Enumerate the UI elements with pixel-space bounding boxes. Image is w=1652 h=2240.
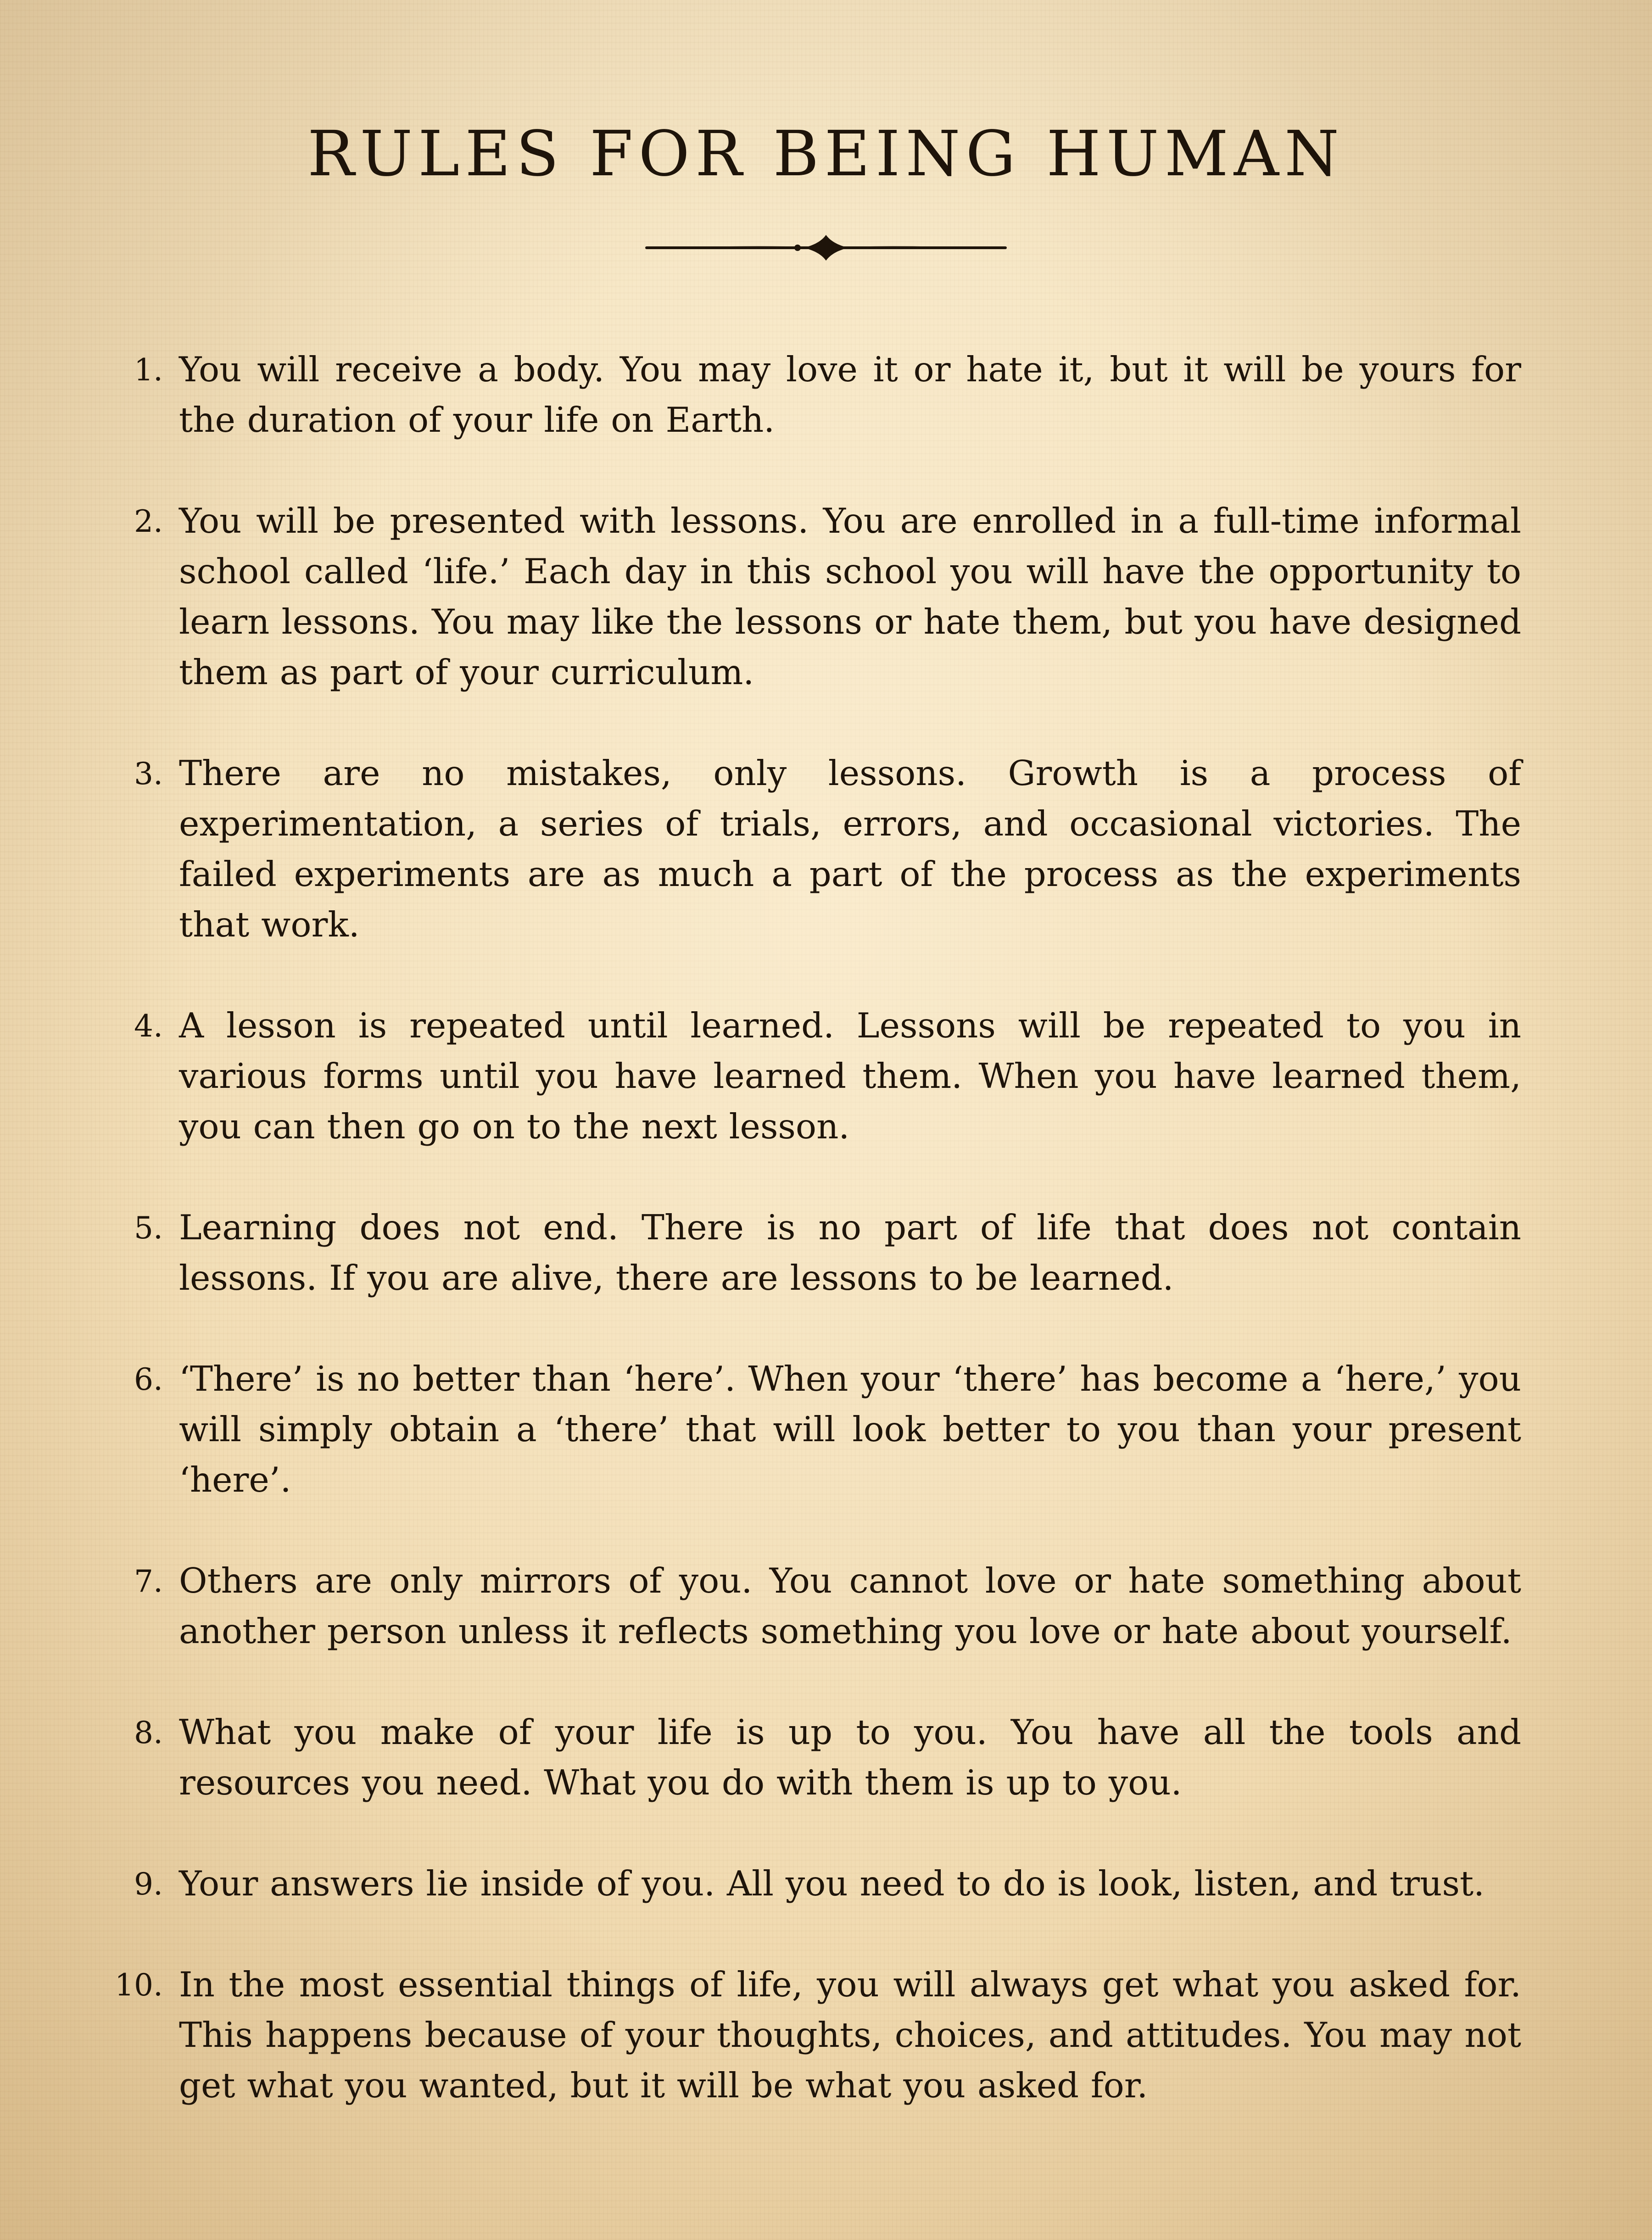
rule-number: 8. [134,1715,163,1750]
rule-text: Others are only mirrors of you. You cannot love or hate something about another person unless it reflects something you love or hate about yourself. [179,1560,1521,1651]
rule-item [134,1555,1521,1656]
rule-number: 5. [134,1210,163,1246]
rule-number: 10. [115,1967,163,2003]
rule-item [115,1959,1521,2111]
rule-number: 4. [134,1009,163,1044]
rule-number: 7. [134,1564,163,1599]
rule-text: What you make of your life is up to you. You have all the tools and resources you need. What you do with them is up to you. [179,1712,1521,1803]
poster-title: RULES FOR BEING HUMAN [307,118,1345,190]
rule-item [134,344,1521,445]
rule-number: 9. [134,1867,163,1902]
rule-text: Learning does not end. There is no part of life that does not contain lessons. If you are alive, there are lessons to be learned. [179,1207,1521,1298]
rule-text: There are no mistakes, only lessons. Growth is a process of experimentation, a series of trials, errors, and occasional victories. The failed experiments are as much a part of the process as the experiments that work. [179,753,1521,945]
rule-text: In the most essential things of life, you will always get what you asked for. This happens because of your thoughts, choices, and attitudes. You may not get what you wanted, but it will be what you asked for. [179,1964,1521,2106]
rule-number: 1. [134,352,163,388]
rules-list [115,344,1521,2161]
ornament-divider-icon [642,229,1010,266]
rule-item [134,496,1521,697]
rule-text: A lesson is repeated until learned. Lessons will be repeated to you in various forms until you have learned them. When you have learned them, you can then go on to the next lesson. [179,1005,1521,1147]
rule-text: ‘There’ is no better than ‘here’. When your ‘there’ has become a ‘here,’ you will simply obtain a ‘there’ that will look better to you than your present ‘here’. [179,1359,1521,1500]
rule-text: You will receive a body. You may love it or hate it, but it will be yours for the duration of your life on Earth. [179,349,1521,440]
rule-number: 3. [134,756,163,791]
rule-item [134,1354,1521,1505]
rule-text: Your answers lie inside of you. All you need to do is look, listen, and trust. [179,1863,1485,1904]
rule-item [134,1202,1521,1303]
rule-number: 2. [134,504,163,539]
rule-text: You will be presented with lessons. You are enrolled in a full-time informal school called ‘life.’ Each day in this school you will have the opportunity to learn lessons. You may like the lessons or hate them, but you have designed them as part of your curriculum. [179,501,1521,692]
rule-item [134,1000,1521,1152]
rule-item [134,1858,1521,1909]
rule-number: 6. [134,1362,163,1397]
rule-item [134,1707,1521,1808]
rule-item [134,748,1521,950]
